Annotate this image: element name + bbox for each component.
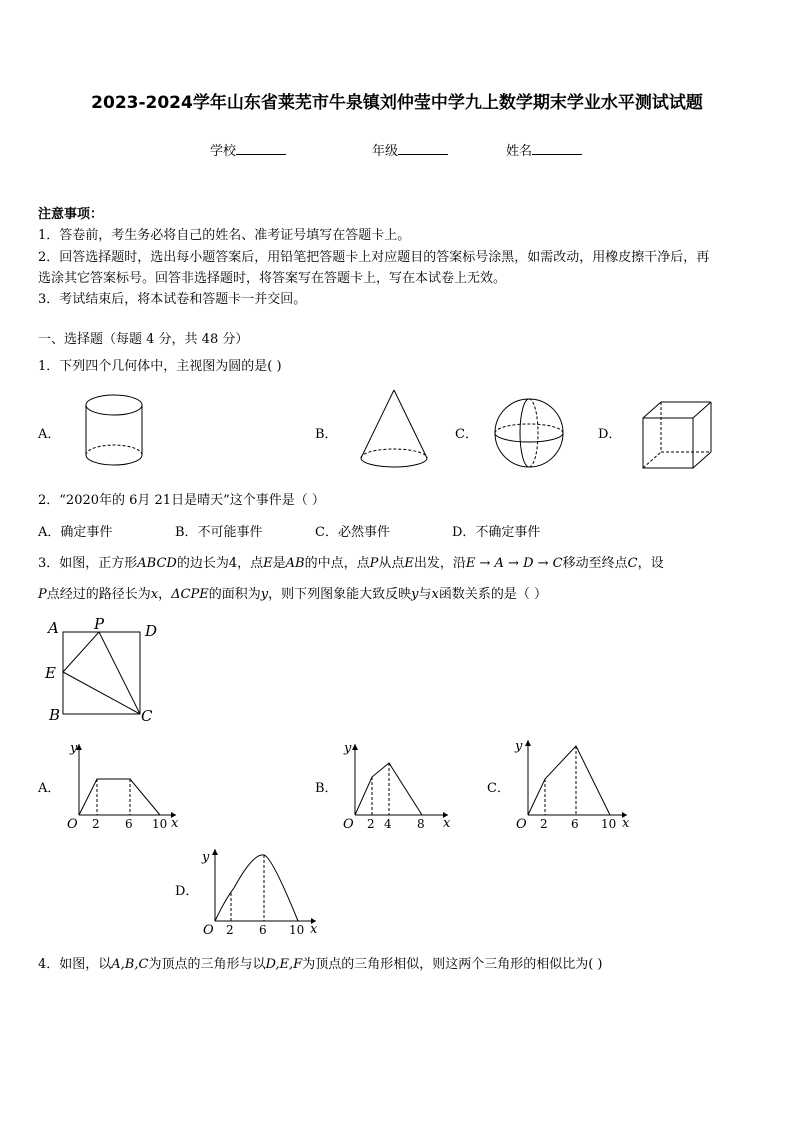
point-label-a: A xyxy=(48,619,59,637)
svg-text:2: 2 xyxy=(367,817,375,830)
svg-text:10: 10 xyxy=(152,817,168,830)
svg-text:2: 2 xyxy=(540,817,548,830)
page-title: 2023-2024学年山东省莱芜市牛泉镇刘仲莹中学九上数学期末学业水平测试试题 xyxy=(91,93,703,113)
svg-text:x: x xyxy=(171,816,179,830)
q2-option-a[interactable]: A．确定事件 xyxy=(38,525,113,540)
cube-figure xyxy=(640,398,716,472)
svg-text:6: 6 xyxy=(571,817,579,830)
school-field xyxy=(210,140,286,159)
q2-option-c[interactable]: C．必然事件 xyxy=(315,525,390,540)
notice-heading: 注意事项： xyxy=(38,207,104,222)
section-heading: 一、选择题（每题 4 分，共 48 分） xyxy=(38,332,249,347)
point-label-c: C xyxy=(141,707,153,725)
grade-field xyxy=(372,140,448,159)
notice-item: 选涂其它答案标号。回答非选择题时，将答案写在答题卡上，写在本试卷上无效。 xyxy=(38,271,507,286)
svg-text:10: 10 xyxy=(601,817,617,830)
square-abcd-figure xyxy=(42,612,172,726)
sphere-figure xyxy=(490,396,568,472)
cylinder-figure xyxy=(78,388,150,472)
svg-text:O: O xyxy=(67,817,78,830)
school-blank xyxy=(236,142,286,155)
q3-graph-a xyxy=(62,738,192,830)
svg-text:y: y xyxy=(515,739,523,754)
q1-option-a-label[interactable]: A． xyxy=(38,427,61,442)
q3-option-d-label[interactable]: D． xyxy=(175,884,199,899)
q3-graph-d xyxy=(198,843,328,937)
svg-text:O: O xyxy=(343,817,354,830)
svg-text:O: O xyxy=(516,817,527,830)
q2-option-d[interactable]: D．不确定事件 xyxy=(452,525,541,540)
notice-item: 1．答卷前，考生务必将自己的姓名、准考证号填写在答题卡上。 xyxy=(38,228,411,243)
svg-text:y: y xyxy=(202,850,210,865)
point-label-b: B xyxy=(49,706,61,724)
svg-text:x: x xyxy=(622,816,630,830)
q3-option-c-label[interactable]: C． xyxy=(487,781,510,796)
point-label-d: D xyxy=(145,622,158,640)
q3-graph-b xyxy=(338,738,458,830)
svg-text:4: 4 xyxy=(384,817,392,830)
q1-option-d-label[interactable]: D． xyxy=(598,427,622,442)
svg-text:x: x xyxy=(443,816,451,830)
svg-text:y: y xyxy=(344,741,352,756)
q1-option-c-label[interactable]: C． xyxy=(455,427,478,442)
q2-option-b[interactable]: B．不可能事件 xyxy=(175,525,263,540)
svg-text:x: x xyxy=(310,922,318,937)
point-label-p: P xyxy=(94,615,105,633)
notice-item: 3．考试结束后，将本试卷和答题卡一并交回。 xyxy=(38,292,307,307)
question-4-stem: 4．如图，以A,B,C为顶点的三角形与以D,E,F为顶点的三角形相似，则这两个三角形的相似比为( ) xyxy=(38,957,603,972)
svg-text:y: y xyxy=(70,741,78,756)
name-field xyxy=(506,140,582,159)
svg-text:2: 2 xyxy=(226,923,234,937)
question-3-line-2: P点经过的路径长为x，ΔCPE的面积为y，则下列图象能大致反映y与x函数关系的是（ ） xyxy=(38,587,547,602)
cone-figure xyxy=(356,386,432,476)
name-label: 姓名 xyxy=(506,144,533,159)
svg-text:8: 8 xyxy=(417,817,425,830)
svg-text:2: 2 xyxy=(92,817,100,830)
svg-text:O: O xyxy=(203,923,214,937)
point-label-e: E xyxy=(45,664,56,682)
grade-blank xyxy=(398,142,448,155)
svg-text:10: 10 xyxy=(289,923,305,937)
svg-text:6: 6 xyxy=(125,817,133,830)
question-3-line-1: 3．如图，正方形ABCD的边长为4，点E是AB的中点，点P从点E出发，沿E → A → D → C移动至终点C，设 xyxy=(38,556,664,571)
svg-text:6: 6 xyxy=(259,923,267,937)
school-label: 学校 xyxy=(210,144,237,159)
question-1-stem: 1．下列四个几何体中，主视图为圆的是( ) xyxy=(38,359,282,374)
q3-graph-c xyxy=(511,734,641,830)
question-2-stem: 2．“2020年的 6月 21日是晴天”这个事件是（ ） xyxy=(38,493,325,508)
q3-option-a-label[interactable]: A． xyxy=(38,781,61,796)
notice-item: 2．回答选择题时，选出每小题答案后，用铅笔把答题卡上对应题目的答案标号涂黑，如需改动，用橡皮擦干净后，再 xyxy=(38,250,710,265)
q3-option-b-label[interactable]: B． xyxy=(315,781,338,796)
name-blank xyxy=(532,142,582,155)
q1-option-b-label[interactable]: B． xyxy=(315,427,338,442)
grade-label: 年级 xyxy=(372,144,399,159)
